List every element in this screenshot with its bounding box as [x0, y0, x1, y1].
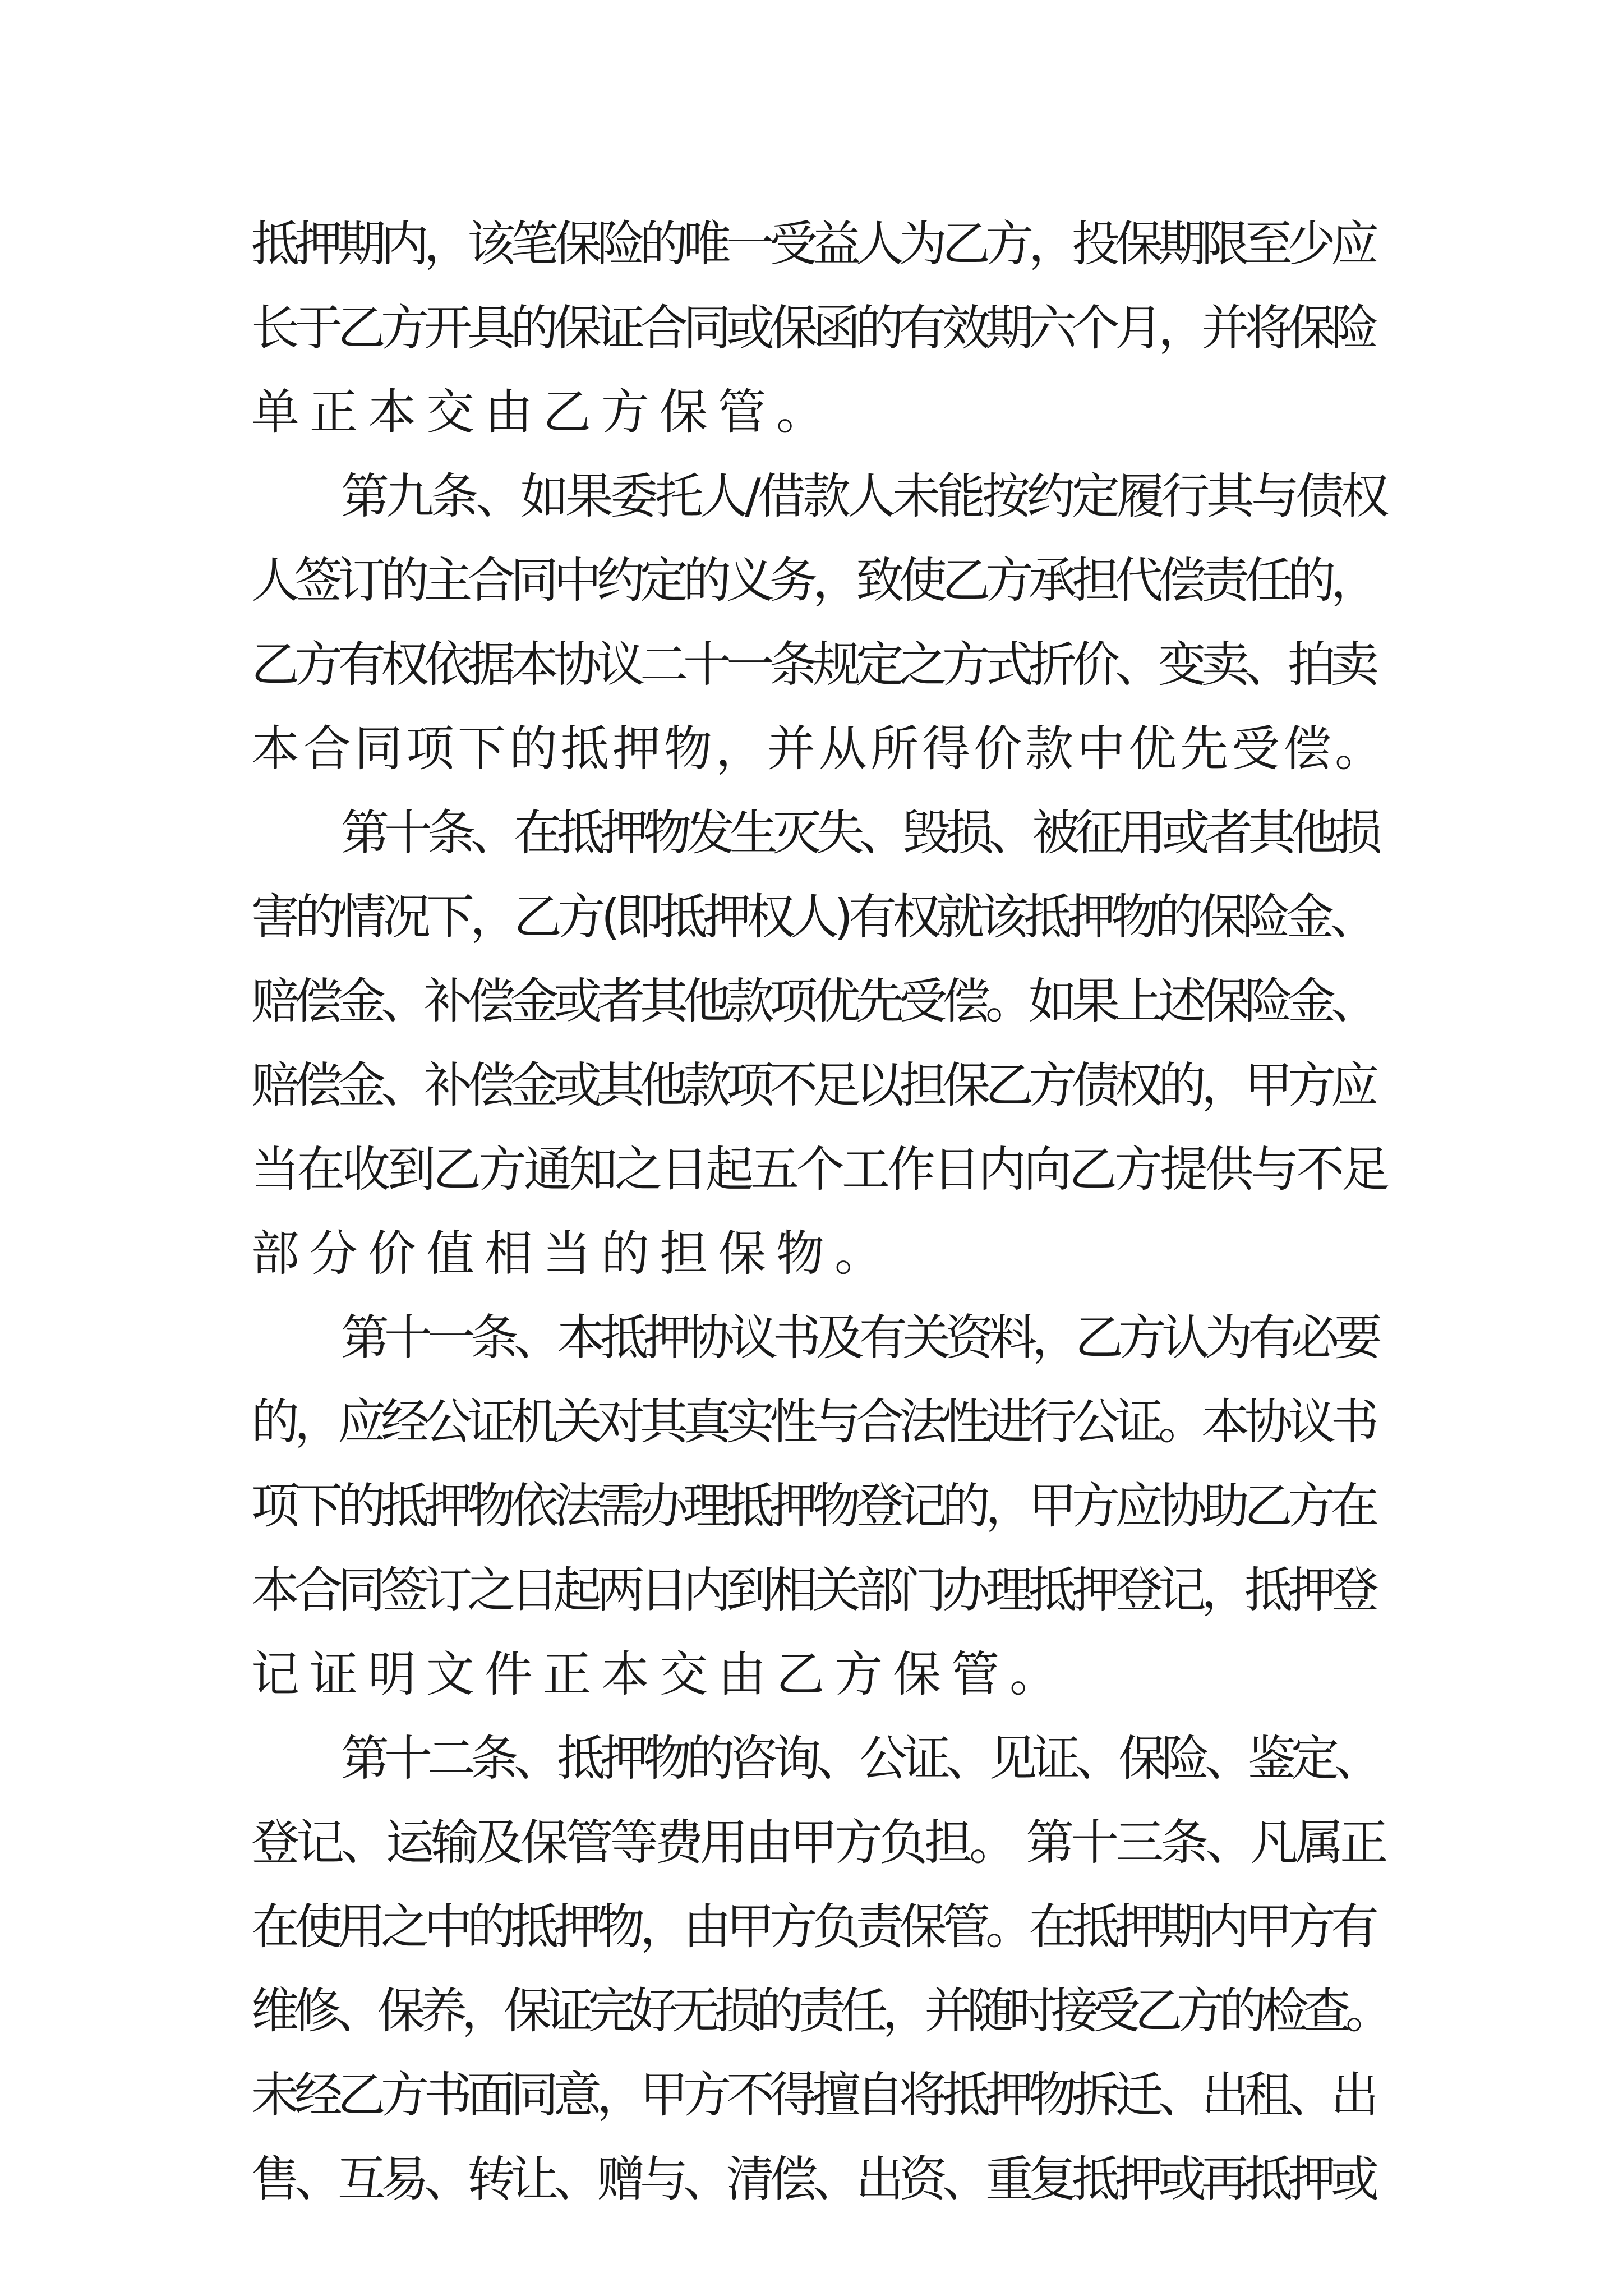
- text-line: 当在收到乙方通知之日起五个工作日内向乙方提供与不足: [251, 1142, 1387, 1198]
- text-line: 长于乙方开具的保证合同或保函的有效期六个月，并将保险: [251, 300, 1374, 356]
- text-line: 赔偿金、补偿金或其他款项不足以担保乙方债权的，甲方应: [251, 1057, 1374, 1114]
- text-line: 在使用之中的抵押物，由甲方负责保管。在抵押期内甲方有: [251, 1899, 1374, 1955]
- text-line: 本合同项下的抵押物，并从所得价款中优先受偿。: [251, 721, 1386, 777]
- text-line: 第十条、在抵押物发生灭失、毁损、被征用或者其他损: [341, 805, 1377, 861]
- text-line: 单正本交由乙方保管。: [251, 384, 834, 440]
- text-line: 第十一条、本抵押协议书及有关资料，乙方认为有必要: [341, 1310, 1377, 1366]
- text-line: 人签订的主合同中约定的义务，致使乙方承担代偿责任的，: [251, 553, 1374, 609]
- text-line: 乙方有权依据本协议二十一条规定之方式折价、变卖、拍卖: [251, 637, 1374, 693]
- text-line: 维修、保养，保证完好无损的责任，并随时接受乙方的检查。: [251, 1983, 1387, 2039]
- text-line: 本合同签订之日起两日内到相关部门办理抵押登记，抵押登: [251, 1562, 1374, 1618]
- text-line: 的，应经公证机关对其真实性与合法性进行公证。本协议书: [251, 1394, 1374, 1450]
- text-line: 登记、运输及保管等费用由甲方负担。 第十三条、凡属正: [251, 1815, 1385, 1871]
- text-line: 项下的抵押物依法需办理抵押物登记的，甲方应协助乙方在: [251, 1478, 1374, 1534]
- text-line: 未经乙方书面同意，甲方不得擅自将抵押物拆迁、出租、出: [251, 2067, 1374, 2123]
- text-line: 第九条、如果委托人/借款人未能按约定履行其与债权: [341, 468, 1386, 524]
- text-line: 记证明文件正本交由乙方保管。: [251, 1646, 1068, 1703]
- text-line: 部分价值相当的担保物。: [251, 1226, 893, 1282]
- text-line: 售、互易、转让、赠与、清偿、出资、重复抵押或再抵押或: [251, 2151, 1374, 2207]
- text-line: 害的情况下，乙方(即抵押权人)有权就该抵押物的保险金、: [251, 889, 1374, 945]
- text-line: 赔偿金、补偿金或者其他款项优先受偿。如果上述保险金、: [251, 973, 1374, 1029]
- text-line: 第十二条、抵押物的咨询、公证、见证、保险、鉴定、: [341, 1731, 1377, 1787]
- text-line: 抵押期内，该笔保险的唯一受益人为乙方，投保期限至少应: [251, 216, 1374, 272]
